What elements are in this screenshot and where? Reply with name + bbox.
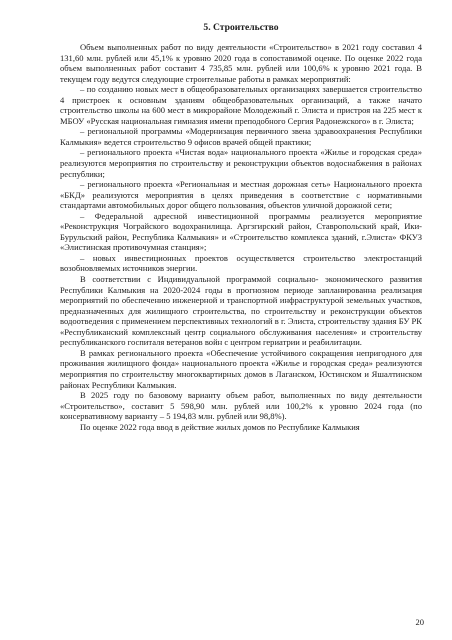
paragraph-8: В соответствии с Индивидуальной программой социально- экономического развития Республики Калмыкия на 2020-2024 годы в прогнозном периоде запланированна реализация мероприятий по обеспечению инженерной и транспортной инфраструктурой земельных участков, предназначенных для жилищного строительства, по строительству и реконструкции объектов водоотведения с применением перспективных технологий в г. Элиста, строительству здания БУ РК «Республиканский комплексный центр социального обслуживания населения» и строительству республиканского госпиталя ветеранов войн с центром гериатрии и реабилитации. (60, 274, 422, 348)
page-number: 20 (415, 617, 424, 627)
paragraph-3: – региональной программы «Модернизация первичного звена здравоохранения Республики Калмыкия» ведется строительство 9 офисов врачей общей практики; (60, 126, 422, 147)
paragraph-5: – регионального проекта «Региональная и местная дорожная сеть» Национального проекта «БКД» реализуются мероприятия в целях приведения в соответствие с нормативными стандартами автомобильных дорог общего пользования, объектов уличной дорожной сети; (60, 179, 422, 211)
section-title: 5. Строительство (203, 22, 279, 33)
paragraph-9: В рамках регионального проекта «Обеспечение устойчивого сокращения непригодного для проживания жилищного фонда» национального проекта «Жилье и городская среда» реализуются мероприятия по строительству многоквартирных домов в Лаганском, Юстинском и Яшалтинском районах Республики Калмыкия. (60, 347, 422, 390)
paragraph-11: По оценке 2022 года ввод в действие жилых домов по Республике Калмыкия (80, 421, 360, 432)
paragraph-4: – регионального проекта «Чистая вода» национального проекта «Жилье и городская среда» реализуются мероприятия по строительству и реконструкции объектов водоснабжения в районах республики; (60, 147, 422, 179)
paragraph-10: В 2025 году по базовому варианту объем работ, выполненных по виду деятельности «Строительство», составит 5 598,90 млн. рублей или 100,2% к уровню 2024 года (по консервативному варианту – 5 194,83 млн. рублей или 98,8%). (60, 390, 422, 422)
paragraph-7: – новых инвестиционных проектов осуществляется строительство электростанций возобновляемых источников энергии. (60, 252, 422, 274)
paragraph-2: – по созданию новых мест в общеобразовательных организациях завершается строительство 4 пристроек к основным зданиям общеобразовательных организаций, а также начато строительство школы на 600 мест в микрорайоне Молодежный г. Элиста и пристроя на 225 мест к МБОУ «Русская национальная гимназия имени преподобного Сергия Радонежского» в г. Элиста; (60, 84, 422, 126)
document-body (60, 42, 422, 432)
paragraph-1: Объем выполненных работ по виду деятельности «Строительство» в 2021 году составил 4 131,60 млн. рублей или 45,1% к уровню 2020 года в сопоставимой оценке. По оценке 2022 года объем выполненных работ составит 4 735,85 млн. рублей или 100,6% к уровню 2021 года. В текущем году ведутся следующие строительные работы в рамках мероприятий: (60, 42, 422, 84)
paragraph-6: – Федеральной адресной инвестиционной программы реализуется мероприятие «Реконструкция Чограйского водохранилища. Аргзгирский район, Ставропольский край, Ики-Бурульский район, Республика Калмыкия» и «Строительство комплекса зданий, г.Элиста» ФКУЗ «Элистинская противочумная станция»; (60, 210, 422, 253)
